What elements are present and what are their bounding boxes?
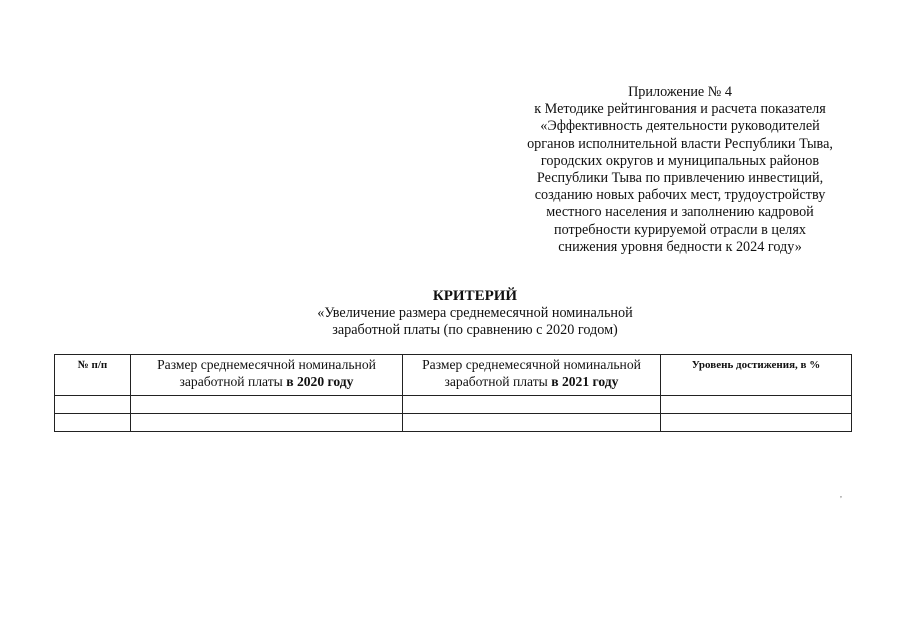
header-achievement <box>661 355 852 396</box>
header-size-2021-year: в 2021 году <box>551 374 619 389</box>
appendix-line: потребности курируемой отрасли в целях <box>554 221 806 238</box>
appendix-line: Республики Тыва по привлечению инвестиций, <box>536 170 824 187</box>
header-number <box>55 355 131 396</box>
appendix-line: снижения уровня бедности к 2024 году» <box>558 238 802 255</box>
appendix-line: органов исполнительной власти Республики Тыва, <box>527 135 833 152</box>
appendix-title: Приложение № 4 <box>628 84 732 100</box>
header-size-2020-year: в 2020 году <box>286 374 354 389</box>
header-achievement-label: Уровень достижения, в % <box>691 359 821 371</box>
table-cell <box>403 414 661 432</box>
table-cell <box>55 396 131 414</box>
appendix-line: к Методике рейтингования и расчета показателя <box>534 101 826 118</box>
appendix-line: местного населения и заполнению кадровой <box>546 204 814 221</box>
appendix-line: созданию новых рабочих мест, трудоустройству <box>534 187 826 204</box>
table-cell <box>131 414 403 432</box>
appendix-block <box>500 84 860 256</box>
criterion-subtitle-line-2: заработной платы (по сравнению с 2020 годом) <box>332 322 618 338</box>
table-cell <box>403 396 661 414</box>
criteria-table <box>54 354 852 432</box>
header-size-2021-line-1: Размер среднемесячной номинальной <box>422 357 641 372</box>
table-row <box>55 414 852 432</box>
scan-mark: , <box>840 490 842 499</box>
criterion-heading: КРИТЕРИЙ <box>432 288 518 304</box>
table-row <box>55 396 852 414</box>
header-size-2020-line-1: Размер среднемесячной номинальной <box>157 357 376 372</box>
header-size-2021-line-2: заработной платы <box>444 374 552 389</box>
criterion-subtitle-line-1: «Увеличение размера среднемесячной номинальной <box>317 305 633 321</box>
table-cell <box>55 414 131 432</box>
appendix-line: «Эффективность деятельности руководителей <box>540 118 820 135</box>
table-cell <box>131 396 403 414</box>
criterion-block <box>235 288 715 339</box>
table-header-row <box>55 355 852 396</box>
table-cell <box>661 396 852 414</box>
header-size-2021 <box>403 355 661 396</box>
header-size-2020-line-2: заработной платы <box>179 374 287 389</box>
appendix-line: городских округов и муниципальных районов <box>540 152 820 169</box>
table-cell <box>661 414 852 432</box>
header-number-label: № п/п <box>77 359 108 371</box>
header-size-2020 <box>131 355 403 396</box>
